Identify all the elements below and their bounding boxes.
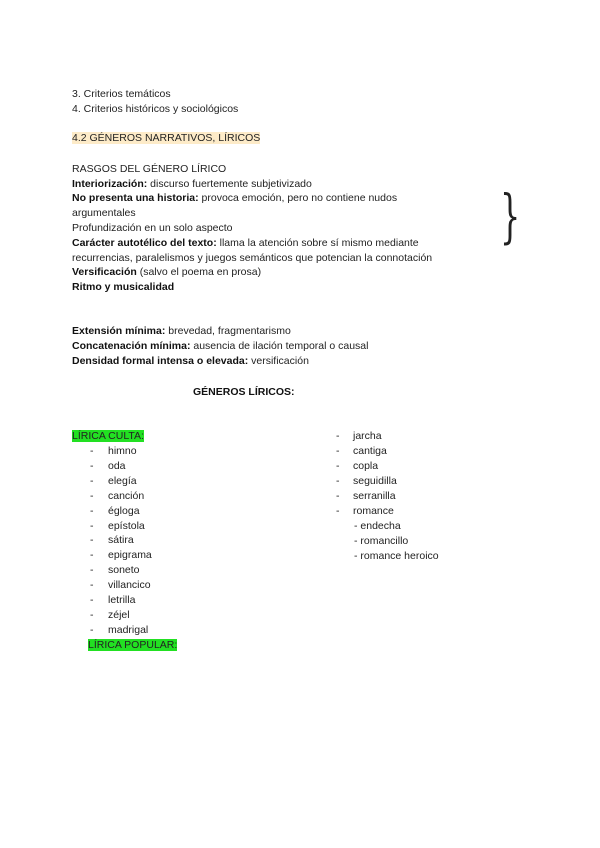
lirica-culta-item: sátira <box>108 534 134 547</box>
lirica-popular-item: seguidilla <box>353 474 397 487</box>
list-bullet: - <box>90 489 94 502</box>
extra-densidad <box>72 354 309 368</box>
lirica-culta-item: zéjel <box>108 608 130 621</box>
rasgo-historia-text: provoca emoción, pero no contiene nudos <box>198 192 398 204</box>
list-bullet: - <box>90 549 94 562</box>
rasgo-historia-cont: argumentales <box>72 207 136 219</box>
extra-extension-label: Extensión mínima: <box>72 325 166 337</box>
generos-heading-text: GÉNEROS LÍRICOS: <box>193 386 295 398</box>
lirica-popular-item: cantiga <box>353 444 387 457</box>
rasgo-historia-label: No presenta una historia: <box>72 192 199 204</box>
list-bullet: - <box>90 594 94 606</box>
rasgo-ritmo-label: Ritmo y musicalidad <box>72 281 175 293</box>
rasgos-heading: RASGOS DEL GÉNERO LÍRICO <box>72 163 227 175</box>
extra-concatenacion-text: ausencia de ilación temporal o causal <box>190 340 369 352</box>
rasgo-ritmo <box>72 280 174 294</box>
list-bullet: - <box>90 504 94 517</box>
lirica-popular-subitem: - romance heroico <box>354 549 439 562</box>
lirica-culta-item: oda <box>108 459 126 472</box>
lirica-culta-item: letrilla <box>108 594 136 606</box>
lirica-popular-item: copla <box>353 459 379 472</box>
lirica-culta-item: égloga <box>108 504 140 517</box>
list-bullet: - <box>90 534 94 547</box>
lirica-popular-label-text: LÍRICA POPULAR: <box>88 639 178 651</box>
lirica-popular-subitem: - romancillo <box>354 534 409 547</box>
lirica-popular-subitem: - endecha <box>354 520 401 532</box>
extra-densidad-label: Densidad formal intensa o elevada: <box>72 355 249 367</box>
rasgo-autotelico-cont: recurrencias, paralelismos y juegos semánticos que potencian la connotación <box>72 252 433 264</box>
rasgo-profundizacion: Profundización en un solo aspecto <box>72 222 233 234</box>
list-bullet: - <box>90 459 94 472</box>
list-bullet: - <box>336 430 340 442</box>
lirica-popular-item: serranilla <box>353 489 396 502</box>
extra-extension <box>72 324 291 338</box>
rasgo-interiorizacion-text: discurso fuertemente subjetivizado <box>147 178 312 190</box>
list-bullet: - <box>90 445 94 457</box>
list-bullet: - <box>336 474 340 487</box>
lirica-culta-item: himno <box>108 445 137 457</box>
rasgo-autotelico <box>72 236 419 250</box>
lirica-culta-item: soneto <box>108 564 140 577</box>
list-bullet: - <box>336 504 340 517</box>
lirica-culta-item: epigrama <box>108 549 152 562</box>
list-bullet: - <box>90 608 94 621</box>
list-bullet: - <box>336 489 340 502</box>
rasgo-versificacion <box>72 265 261 279</box>
rasgo-historia <box>72 191 397 205</box>
list-bullet: - <box>336 459 340 472</box>
list-bullet: - <box>90 474 94 487</box>
list-bullet: - <box>336 444 340 457</box>
list-bullet: - <box>90 579 94 592</box>
lirica-popular-label <box>88 638 177 652</box>
criteria-item-3: 3. Criterios temáticos <box>72 88 171 100</box>
criteria-item-4: 4. Criterios históricos y sociológicos <box>72 103 239 115</box>
rasgo-interiorizacion <box>72 177 312 191</box>
lirica-popular-item: jarcha <box>353 430 382 442</box>
lirica-culta-label <box>72 429 144 443</box>
rasgo-autotelico-label: Carácter autotélico del texto: <box>72 237 217 249</box>
lirica-popular-item: romance <box>353 504 394 517</box>
rasgo-versificacion-text: (salvo el poema en prosa) <box>136 266 262 278</box>
extra-densidad-text: versificación <box>248 355 309 367</box>
generos-heading <box>193 385 295 399</box>
lirica-culta-item: elegía <box>108 474 137 487</box>
lirica-culta-item: epístola <box>108 519 145 532</box>
curly-brace-icon: } <box>500 182 521 250</box>
extra-extension-text: brevedad, fragmentarismo <box>165 325 291 337</box>
list-bullet: - <box>90 519 94 532</box>
extra-concatenacion <box>72 339 368 353</box>
list-bullet: - <box>90 564 94 577</box>
lirica-culta-item: canción <box>108 489 145 502</box>
rasgo-autotelico-text: llama la atención sobre sí mismo mediante <box>216 237 419 249</box>
extra-concatenacion-label: Concatenación mínima: <box>72 340 191 352</box>
lirica-culta-item: villancico <box>108 579 151 592</box>
section-title-text: 4.2 GÉNEROS NARRATIVOS, LÍRICOS <box>72 132 261 144</box>
rasgo-interiorizacion-label: Interiorización: <box>72 178 148 190</box>
section-title <box>72 131 260 145</box>
lirica-culta-item: madrigal <box>108 623 149 636</box>
rasgo-versificacion-label: Versificación <box>72 266 137 278</box>
list-bullet: - <box>90 623 94 636</box>
lirica-culta-label-text: LÍRICA CULTA: <box>72 430 144 442</box>
